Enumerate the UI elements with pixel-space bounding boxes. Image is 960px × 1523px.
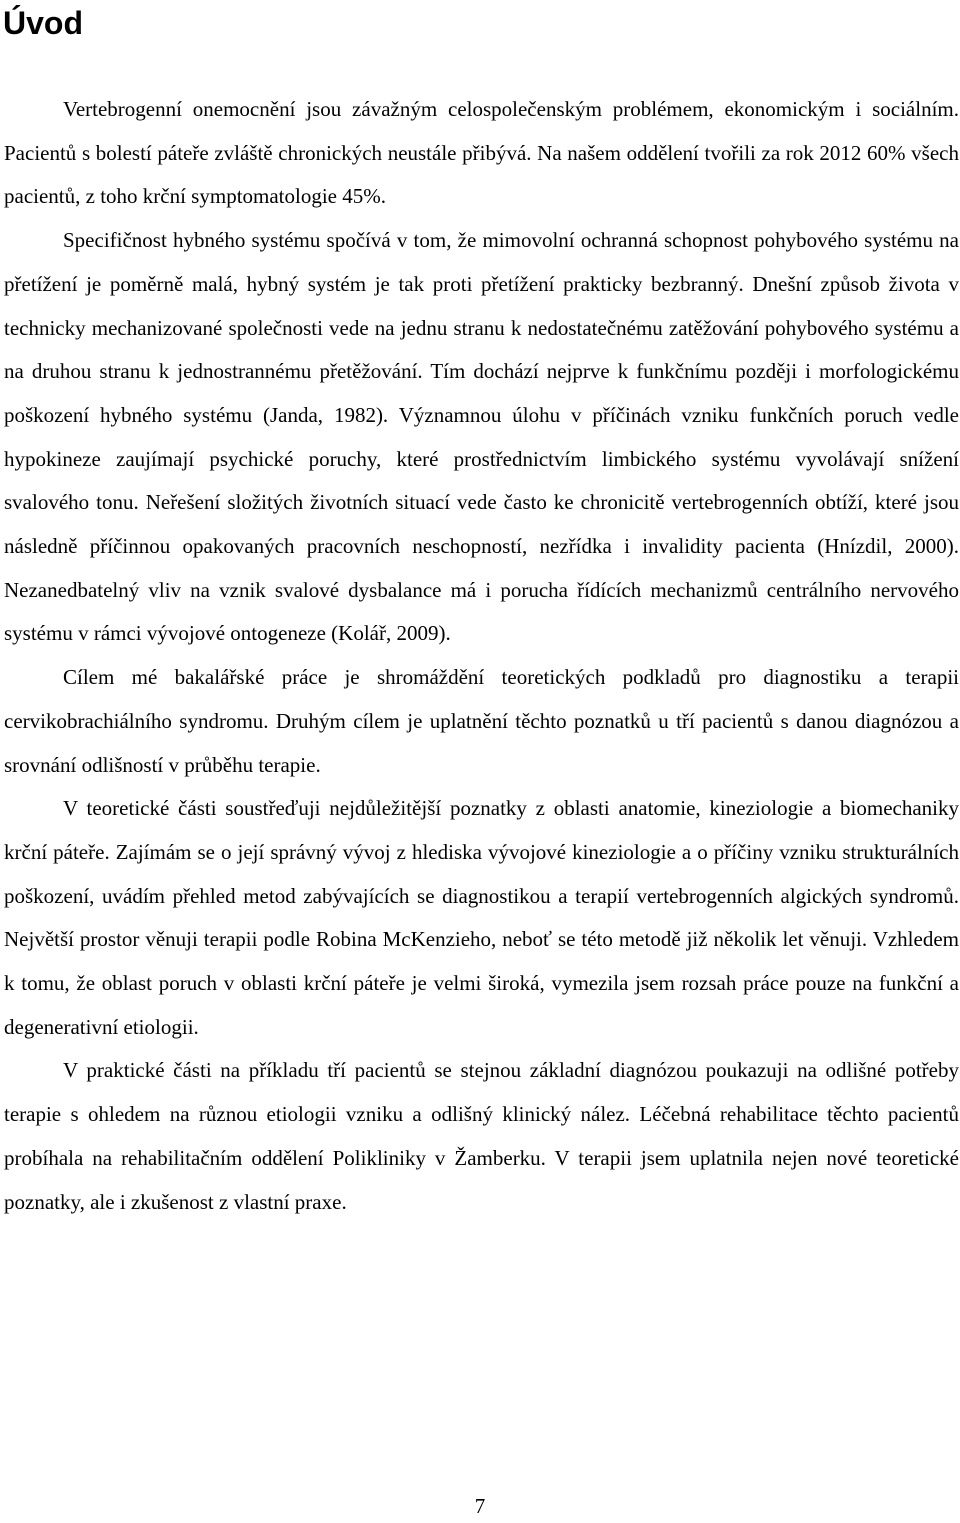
paragraph-2: Specifičnost hybného systému spočívá v tom, že mimovolní ochranná schopnost pohybového systému na přetížení je poměrně malá, hybný systém je tak proti přetížení prakticky bezbranný. Dnešní způsob života v technicky mechanizované společnosti vede na jednu stranu k nedostatečnému zatěžování pohybového systému a na druhou stranu k jednostrannému přetěžování. Tím dochází nejprve k funkčnímu později i morfologickému poškození hybného systému (Janda, 1982). Významnou úlohu v příčinách vzniku funkčních poruch vedle hypokineze zaujímají psychické poruchy, které prostřednictvím limbického systému vyvolávají snížení svalového tonu. Neřešení složitých životních situací vede často ke chronicitě vertebrogenních obtíží, které jsou následně příčinnou opakovaných pracovních neschopností, nezřídka i invalidity pacienta (Hnízdil, 2000). Nezanedbatelný vliv na vznik svalové dysbalance má i porucha řídících mechanizmů centrálního nervového systému v rámci vývojové ontogeneze (Kolář, 2009). — [4, 228, 959, 646]
section-heading: Úvod — [3, 5, 83, 41]
body-text — [4, 88, 959, 1224]
paragraph-5: V praktické části na příkladu tří pacientů se stejnou základní diagnózou poukazuji na odlišné potřeby terapie s ohledem na různou etiologii vzniku a odlišný klinický nález. Léčebná rehabilitace těchto pacientů probíhala na rehabilitačním oddělení Polikliniky v Žamberku. V terapii jsem uplatnila nejen nové teoretické poznatky, ale i zkušenost z vlastní praxe. — [4, 1058, 959, 1214]
paragraph-3: Cílem mé bakalářské práce je shromáždění teoretických podkladů pro diagnostiku a terapii cervikobrachiálního syndromu. Druhým cílem je uplatnění těchto poznatků u tří pacientů s danou diagnózou a srovnání odlišností v průběhu terapie. — [4, 665, 959, 777]
paragraph-1: Vertebrogenní onemocnění jsou závažným celospolečenským problémem, ekonomickým i sociálním. Pacientů s bolestí páteře zvláště chronických neustále přibývá. Na našem oddělení tvořili za rok 2012 60% všech pacientů, z toho krční symptomatologie 45%. — [4, 97, 959, 209]
page-number: 7 — [474, 1494, 486, 1518]
paragraph-4: V teoretické části soustřeďuji nejdůležitější poznatky z oblasti anatomie, kineziologie a biomechaniky krční páteře. Zajímám se o její správný vývoj z hlediska vývojové kineziologie a o příčiny vzniku strukturálních poškození, uvádím přehled metod zabývajících se diagnostikou a terapií vertebrogenních algických syndromů. Největší prostor věnuji terapii podle Robina McKenzieho, neboť se této metodě již několik let věnuji. Vzhledem k tomu, že oblast poruch v oblasti krční páteře je velmi široká, vymezila jsem rozsah práce pouze na funkční a degenerativní etiologii. — [4, 796, 959, 1039]
